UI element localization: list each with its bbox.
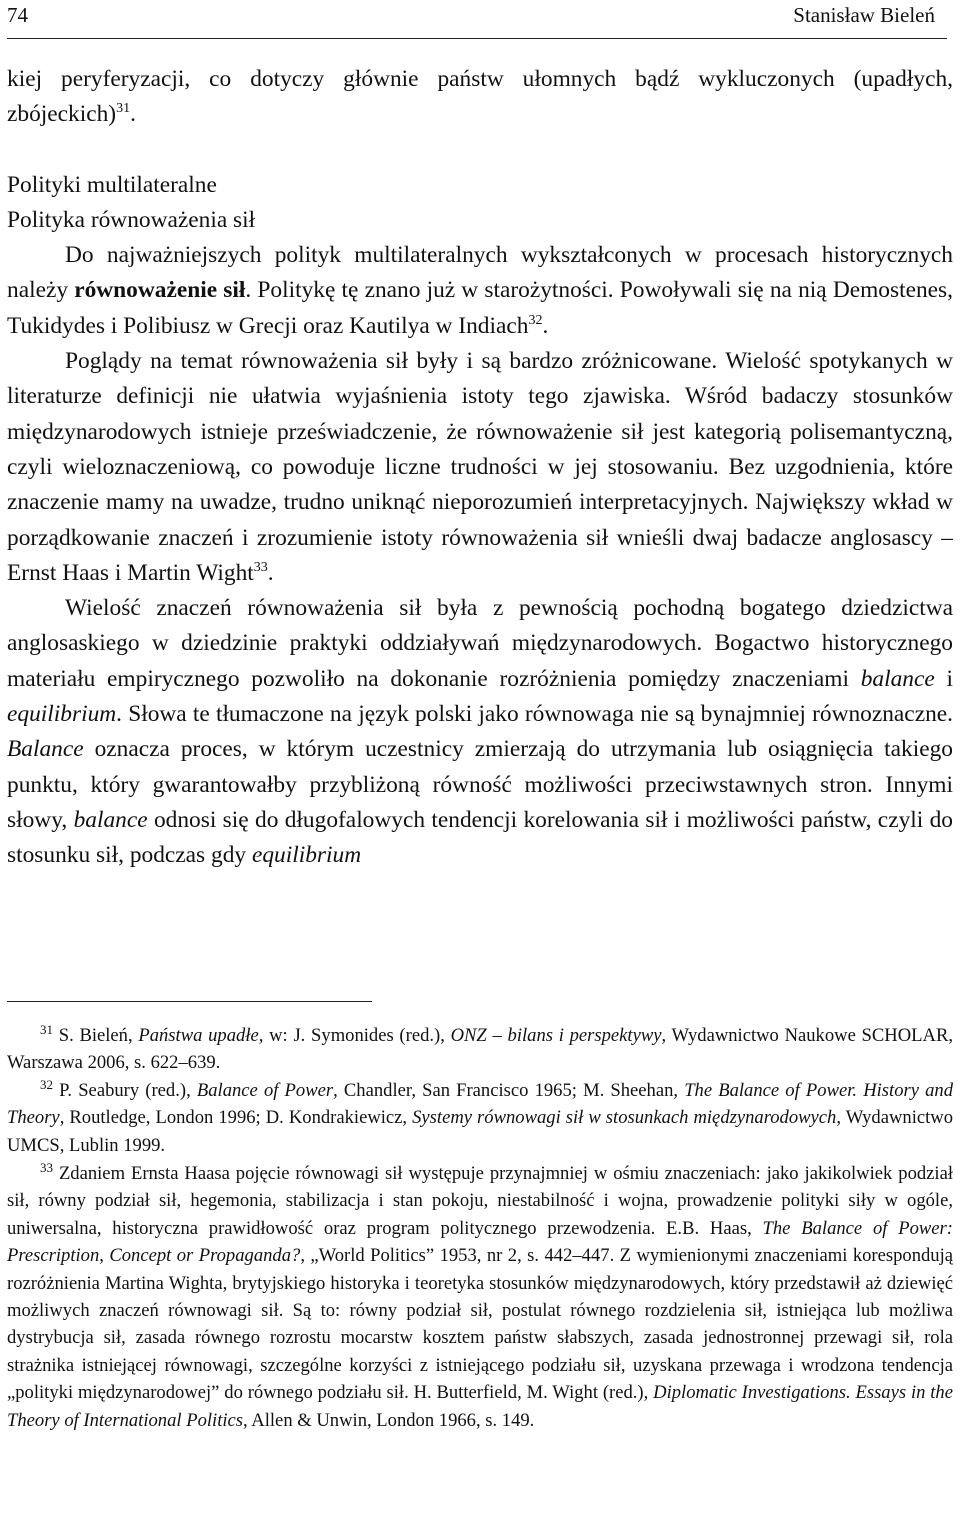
italic-title: The Balance of Power: Prescription, Concept or Propaganda? xyxy=(7,1217,953,1267)
italic-term: equilibrium xyxy=(251,842,362,869)
page-number: 74 xyxy=(7,3,28,27)
paragraph: Do najważniejszych polityk multilateralnych wykształconych w procesach historycznych należy równoważenie sił. Politykę tę znano już w starożytności. Powoływali się na nią Demostenes, Tukidydes i Polibiusz w Grecji oraz Kautilya w Indiach$^{32}$. xyxy=(7,242,953,339)
italic-term: Balance xyxy=(7,736,84,763)
footnotes xyxy=(7,1022,953,1434)
footnote-33: $^{33}$ Zdaniem Ernsta Haasa pojęcie równowagi sił występuje przynajmniej w ośmiu znaczeniach: jako jakikolwiek podział sił, równy podział sił, hegemonia, stabilizacja i stan pokoju, niestabilność i wojna, prowadzenie polityki siły w ogóle, uniwersalna, historyczna prawidłowość oraz program politycznego przewodzenia. E.B. Haas, The Balance of Power: Prescription, Concept or Propaganda?, „World Politics” 1953, nr 2, s. 442–447. Z wymienionymi znaczeniami korespondują rozróżnienia Martina Wighta, brytyjskiego historyka i teoretyka stosunków międzynarodowych, który przedstawił aż dziewięć możliwych znaczeń równowagi sił. Są to: równy podział sił, postulat równego rozdzielenia sił, istniejąca lub możliwa dystrybucja sił, zasada równego rozrostu mocarstw kosztem państw słabszych, zasada jednostronnej przewagi sił, rola strażnika istniejącej równowagi, szczególne korzyści z istniejącego podziału sił, uzyskana przewaga i wrodzona tendencja „polityki międzynarodowej” do równego podziału sił. H. Butterfield, M. Wight (red.), Diplomatic Investigations. Essays in the Theory of International Politics, Allen & Unwin, London 1966, s. 149. xyxy=(7,1159,954,1431)
footnote-number: 31 xyxy=(40,1021,53,1037)
running-head-author: Stanisław Bieleń xyxy=(793,3,935,27)
section-heading: Polityki multilateralne xyxy=(7,171,217,198)
italic-title: Państwa upadłe xyxy=(138,1025,259,1046)
paragraph: Wielość znaczeń równoważenia sił była z pewnością pochodną bogatego dziedzictwa anglosaskiego w dziedzinie praktyki oddziaływań międzynarodowych. Bogactwo historycznego materiału empirycznego pozwoliło na dokonanie rozróżnienia pomiędzy znaczeniami balance i equilibrium. Słowa te tłumaczone na język polski jako równowaga nie są bynajmniej równoznaczne. Balance oznacza proces, w którym uczestnicy zmierzają do utrzymania lub osiągnięcia takiego punktu, który gwarantowałby przybliżoną równość możliwości przeciwstawnych stron. Innymi słowy, balance odnosi się do długofalowych tendencji korelowania sił i możliwości państw, czyli do stosunku sił, podczas gdy equilibrium xyxy=(7,595,954,869)
footnote-number: 33 xyxy=(40,1159,53,1175)
paragraph: Poglądy na temat równoważenia sił były i są bardzo zróżnicowane. Wielość spotykanych w literaturze definicji nie ułatwia wyjaśnienia istoty tego zjawiska. Wśród badaczy stosunków międzynarodowych istnieje przeświadczenie, że równoważenie sił jest kategorią polisemantyczną, czyli wieloznaczeniową, co powoduje liczne trudności w jej stosowaniu. Bez uzgodnienia, które znaczenie mamy na uwadze, trudno uniknąć nieporozumień interpretacyjnych. Największy wkład w porządkowanie znaczeń i zrozumienie istoty równoważenia sił wnieśli dwaj badacze anglosascy – Ernst Haas i Martin Wight$^{33}$. xyxy=(7,348,953,586)
key-term: równoważenie sił xyxy=(74,277,246,304)
italic-term: equilibrium xyxy=(7,701,117,728)
italic-title: The Balance of Power. History and Theory xyxy=(7,1079,954,1129)
footnote-31: $^{31}$ S. Bieleń, Państwa upadłe, w: J. Symonides (red.), ONZ – bilans i perspektywy, Wydawnictwo Naukowe SCHOLAR, Warszawa 2006, s. 622–639. xyxy=(7,1021,953,1074)
italic-title: ONZ – bilans i perspektywy xyxy=(450,1025,662,1046)
main-text xyxy=(7,62,953,874)
italic-term: balance xyxy=(860,665,935,692)
paragraph-continuation: kiej peryferyzacji, co dotyczy głównie państw ułomnych bądź wykluczonych (upadłych, zbójeckich)$^{31}$. xyxy=(7,66,953,128)
subsection-heading: Polityka równoważenia sił xyxy=(7,206,256,233)
footnote-ref-31[interactable]: 31 xyxy=(116,101,131,117)
footnote-number: 32 xyxy=(40,1076,53,1092)
page-header xyxy=(7,0,947,39)
footnote-ref-33[interactable]: 33 xyxy=(253,560,268,576)
footnote-separator xyxy=(7,1001,372,1002)
footnote-ref-32[interactable]: 32 xyxy=(528,312,543,328)
footnote-32: $^{32}$ P. Seabury (red.), Balance of Power, Chandler, San Francisco 1965; M. Sheehan, The Balance of Power. History and Theory, Routledge, London 1996; D. Kondrakiewicz, Systemy równowagi sił w stosunkach międzynarodowych, Wydawnictwo UMCS, Lublin 1999. xyxy=(7,1076,954,1156)
italic-title: Balance of Power xyxy=(196,1079,334,1101)
italic-title: Diplomatic Investigations. Essays in the Theory of International Politics xyxy=(7,1382,953,1431)
italic-term: balance xyxy=(73,806,148,833)
italic-title: Systemy równowagi sił w stosunkach międzynarodowych xyxy=(412,1107,837,1129)
